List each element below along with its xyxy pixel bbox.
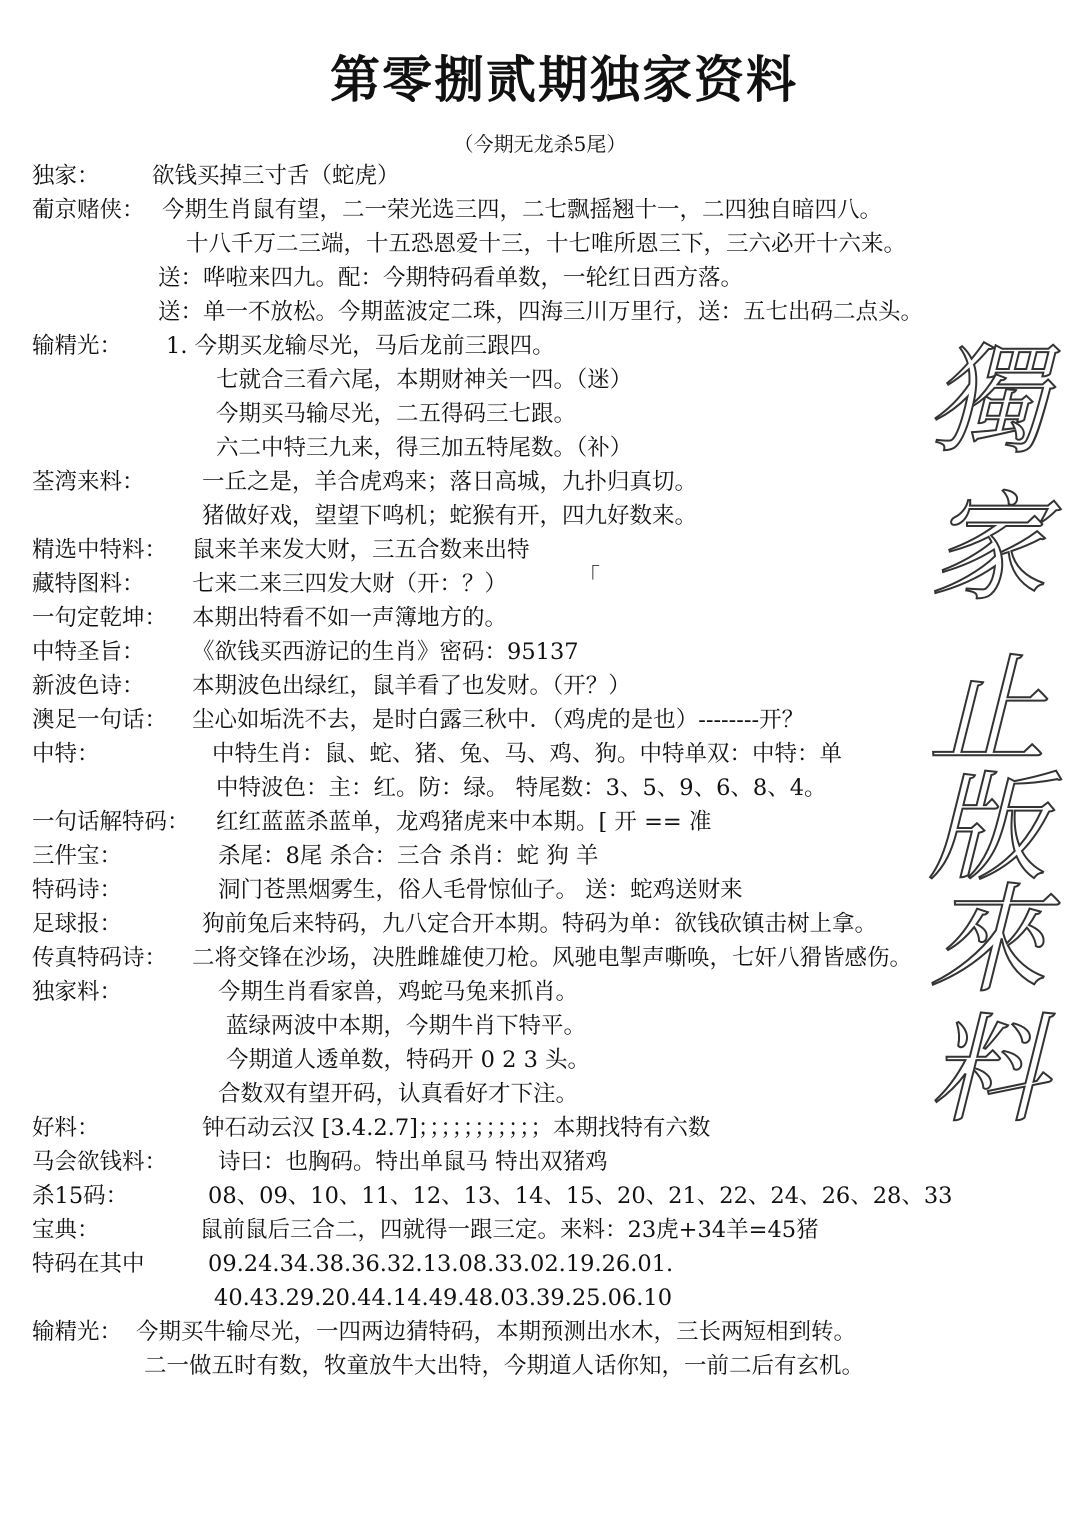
row-label: 独家：	[32, 163, 100, 189]
list-item	[32, 1316, 1072, 1348]
row-text: 送：单一不放松。今期蓝波定二珠，四海三川万里行，送：五七出码二点头。	[158, 299, 924, 325]
list-item	[32, 840, 912, 872]
row-text: 《欲钱买西游记的生肖》密码：95137	[192, 639, 579, 665]
row-label: 葡京赌侠：	[32, 197, 145, 223]
list-item	[32, 160, 912, 192]
row-text: 鼠前鼠后三合二，四就得一跟三定。来料：23虎+34羊=45猪	[200, 1217, 819, 1243]
watermark-char: 家	[928, 479, 1047, 617]
list-item	[32, 1146, 912, 1178]
row-label: 输精光：	[32, 1319, 123, 1345]
row-text: 合数双有望开码，认真看好才下注。	[218, 1081, 579, 1107]
row-label: 三件宝：	[32, 843, 123, 869]
list-item	[32, 1214, 912, 1246]
row-label: 藏特图料：	[32, 571, 145, 597]
row-text: 送：哗啦来四九。配：今期特码看单数，一轮红日西方落。	[158, 265, 744, 291]
row-text: 二一做五时有数，牧童放牛大出特，今期道人话你知，一前二后有玄机。	[144, 1353, 865, 1379]
row-text: 红红蓝蓝杀蓝单，龙鸡猪虎来中本期。[ 开 == 准	[216, 809, 712, 835]
row-label: 一句话解特码：	[32, 809, 190, 835]
row-text: 09.24.34.38.36.32.13.08.33.02.19.26.01.	[208, 1251, 674, 1277]
row-text: 本期波色出绿红，鼠羊看了也发财。（开？）	[192, 673, 631, 699]
watermark-char: 獨	[928, 331, 1047, 469]
row-text: 七来二来三四发大财（开：？）	[192, 571, 508, 597]
row-text: 40.43.29.20.44.14.49.48.03.39.25.06.10	[214, 1285, 673, 1311]
list-item	[32, 1044, 912, 1076]
row-text: 尘心如垢洗不去，是时白露三秋中．（鸡虎的是也）--------开？	[192, 707, 805, 733]
row-text: 钟石动云汉 [3.4.2.7]；；；；；；；；；；；本期找特有六数	[202, 1115, 711, 1141]
subtitle: （今期无龙杀5尾）	[453, 132, 627, 156]
row-text: 诗曰：也胸码。特出单鼠马 特出双猪鸡	[218, 1149, 608, 1175]
list-item	[32, 228, 1072, 260]
row-text: 七就合三看六尾，本期财神关一四。（迷）	[216, 367, 633, 393]
list-item	[32, 1010, 912, 1042]
list-item	[32, 262, 1072, 294]
row-label: 澳足一句话：	[32, 707, 168, 733]
list-item	[32, 398, 912, 430]
row-label: 中特：	[32, 741, 100, 767]
list-item	[32, 568, 912, 600]
list-item	[32, 772, 912, 804]
row-text: 猪做好戏，望望下鸣机；蛇猴有开，四九好数来。	[202, 503, 698, 529]
list-item	[32, 194, 1072, 226]
list-item	[32, 1180, 953, 1212]
page-title: 第零捌贰期独家资料	[330, 50, 798, 109]
list-item	[32, 670, 912, 702]
row-text: 欲钱买掉三寸舌（蛇虎）	[152, 163, 400, 189]
list-item	[32, 330, 912, 362]
list-item	[32, 976, 912, 1008]
row-label: 独家料：	[32, 979, 123, 1005]
list-item	[32, 806, 912, 838]
list-item	[32, 1112, 912, 1144]
list-item	[32, 1078, 912, 1110]
row-text: 六二中特三九来，得三加五特尾数。（补）	[216, 435, 633, 461]
row-label: 好料：	[32, 1115, 100, 1141]
row-text: 今期道人透单数，特码开 0 2 3 头。	[226, 1047, 591, 1073]
list-item	[32, 432, 912, 464]
row-label: 一句定乾坤：	[32, 605, 168, 631]
row-text: 鼠来羊来发大财，三五合数来出特	[192, 537, 530, 563]
row-label: 中特圣旨：	[32, 639, 145, 665]
row-text: 本期出特看不如一声簿地方的。	[192, 605, 508, 631]
list-item	[32, 636, 912, 668]
row-text: 洞门苍黑烟雾生，俗人毛骨惊仙子。 送：蛇鸡送财来	[218, 877, 743, 903]
list-item	[32, 296, 1072, 328]
watermark-char: 來	[928, 871, 1047, 1009]
stray-mark: 「	[578, 565, 601, 590]
row-label: 马会欲钱料：	[32, 1149, 168, 1175]
list-item	[32, 602, 912, 634]
row-label: 传真特码诗：	[32, 945, 168, 971]
list-item	[32, 942, 1072, 974]
row-text: 今期买牛输尽光，一四两边猜特码，本期预测出水木，三长两短相到转。	[136, 1319, 857, 1345]
list-item	[32, 704, 1032, 736]
list-item	[32, 500, 912, 532]
watermark-char: 版	[928, 759, 1047, 897]
row-text: 狗前兔后来特码，九八定合开本期。特码为单：欲钱砍镇击树上拿。	[202, 911, 878, 937]
row-text: 蓝绿两波中本期，今期牛肖下特平。	[226, 1013, 587, 1039]
list-item	[32, 874, 912, 906]
row-label: 杀15码：	[32, 1183, 129, 1209]
watermark-char: 料	[928, 1001, 1047, 1139]
list-item	[32, 534, 912, 566]
list-item	[32, 364, 912, 396]
row-text: 08、09、10、11、12、13、14、15、20、21、22、24、26、28、33	[208, 1183, 953, 1209]
row-text: 杀尾：8尾 杀合：三合 杀肖：蛇 狗 羊	[218, 843, 599, 869]
row-label: 新波色诗：	[32, 673, 145, 699]
row-label: 宝典：	[32, 1217, 100, 1243]
row-text: 中特生肖：鼠、蛇、猪、兔、马、鸡、狗。中特单双：中特：单	[212, 741, 843, 767]
row-text: 一丘之是，羊合虎鸡来；落日高城，九扑归真切。	[202, 469, 698, 495]
row-text: 十八千万二三端，十五恐恩爱十三，十七唯所恩三下，三六必开十六来。	[186, 231, 907, 257]
list-item	[32, 466, 912, 498]
list-item	[32, 738, 912, 770]
list-item	[32, 1350, 1072, 1382]
row-text: 中特波色：主：红。防：绿。 特尾数：3、5、9、6、8、4。	[216, 775, 827, 801]
row-label: 特码诗：	[32, 877, 123, 903]
watermark-char: 止	[928, 641, 1047, 779]
list-item	[32, 1248, 912, 1280]
row-label: 输精光：	[32, 333, 123, 359]
list-item	[32, 1282, 912, 1314]
list-item	[32, 908, 1072, 940]
row-text: 1. 今期买龙输尽光，马后龙前三跟四。	[166, 333, 555, 359]
row-label: 精选中特料：	[32, 537, 168, 563]
row-text: 今期生肖看家兽，鸡蛇马兔来抓肖。	[218, 979, 579, 1005]
row-text: 二将交锋在沙场，决胜雌雄使刀枪。风驰电掣声嘶唤，七奸八猾皆感伤。	[192, 945, 913, 971]
row-label: 特码在其中	[32, 1251, 145, 1277]
row-label: 足球报：	[32, 911, 123, 937]
row-label: 荃湾来料：	[32, 469, 145, 495]
row-text: 今期生肖鼠有望，二一荣光选三四，二七飘摇翘十一，二四独自暗四八。	[162, 197, 883, 223]
row-text: 今期买马输尽光，二五得码三七跟。	[216, 401, 577, 427]
